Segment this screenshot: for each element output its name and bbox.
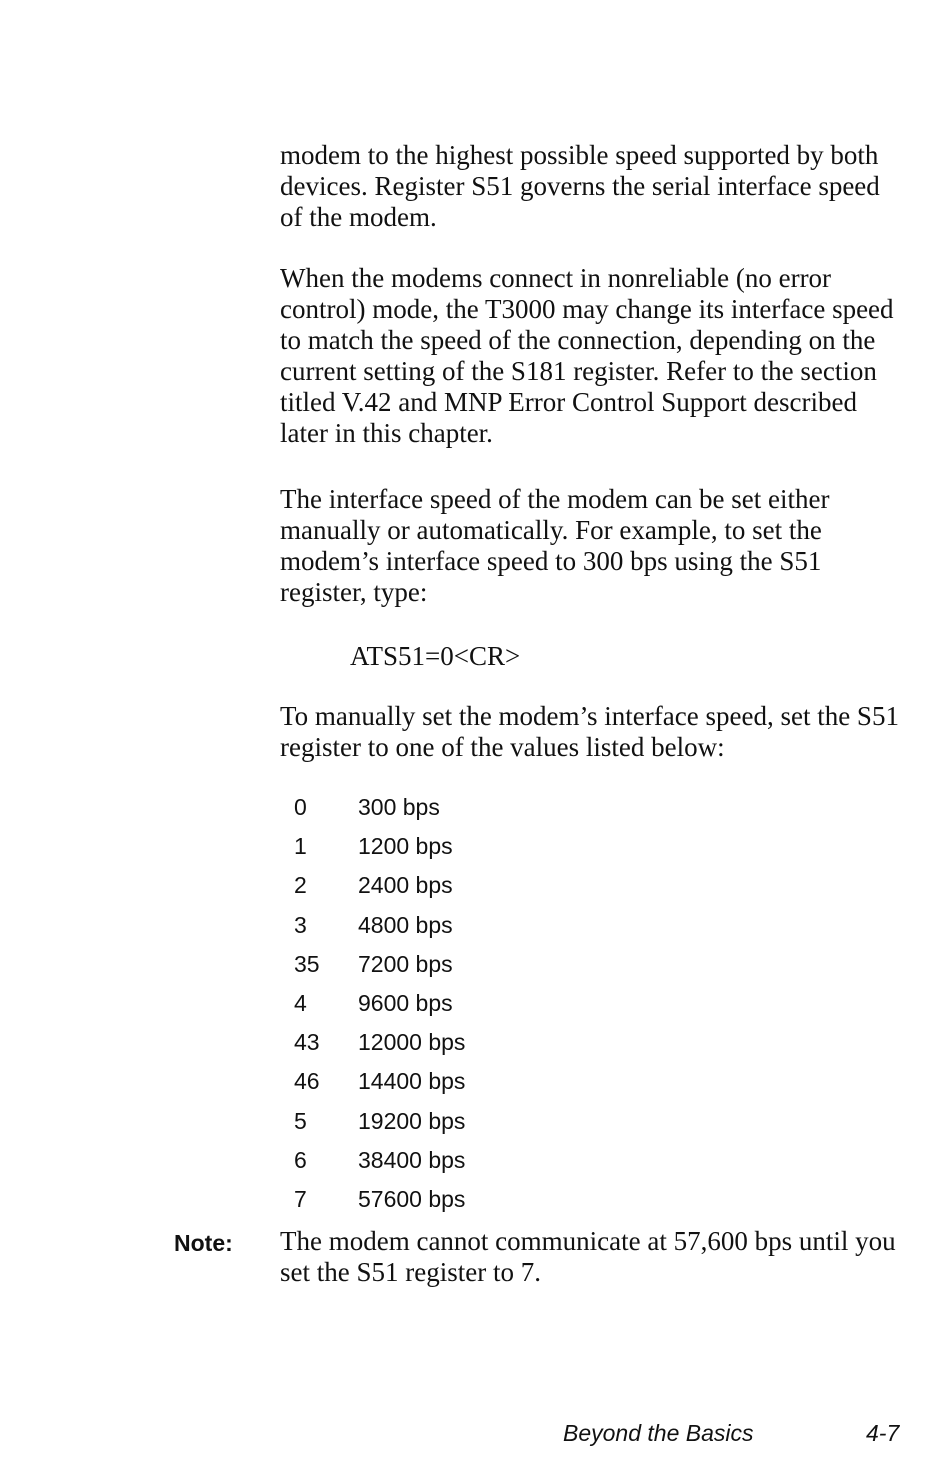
speed-value: 300 bps	[358, 794, 440, 821]
note-text: The modem cannot communicate at 57,600 bps until you set the S51 register to 7.	[280, 1226, 896, 1287]
speed-code: 7	[294, 1185, 307, 1212]
speed-value: 57600 bps	[358, 1185, 466, 1212]
speed-code: 0	[294, 794, 307, 821]
paragraph-set-speed: The interface speed of the modem can be set either manually or automatically. For example, to set the modem’s interface speed to 300 bps using the S51 register, type:	[280, 484, 830, 607]
speed-code: 2	[294, 872, 307, 899]
speed-value: 19200 bps	[358, 1107, 466, 1134]
speed-value: 7200 bps	[358, 950, 453, 977]
speed-value: 1200 bps	[358, 833, 453, 860]
speed-table	[294, 788, 465, 1219]
speed-code: 4	[294, 990, 307, 1017]
footer-title: Beyond the Basics	[563, 1420, 754, 1446]
paragraph-serial-speed: modem to the highest possible speed supported by both devices. Register S51 governs the serial interface speed of the modem.	[280, 140, 880, 232]
speed-value: 9600 bps	[358, 990, 453, 1017]
speed-table-row	[294, 788, 465, 827]
page-number: 4-7	[866, 1420, 900, 1446]
speed-value: 12000 bps	[358, 1029, 466, 1056]
speed-table-row	[294, 866, 465, 905]
speed-table-row	[294, 1102, 465, 1141]
paragraph-manual-set: To manually set the modem’s interface speed, set the S51 register to one of the values listed below:	[280, 701, 899, 762]
speed-code: 1	[294, 833, 307, 860]
speed-table-row	[294, 906, 465, 945]
speed-code: 6	[294, 1146, 307, 1173]
note-label: Note:	[174, 1230, 233, 1256]
speed-table-row	[294, 945, 465, 984]
paragraph-nonreliable-mode: When the modems connect in nonreliable (no error control) mode, the T3000 may change its interface speed to match the speed of the connection, depending on the current setting of the S181 register. Refer to the section titled V.42 and MNP Error Control Support described later in this chapter.	[280, 263, 894, 448]
speed-code: 46	[294, 1068, 320, 1095]
speed-value: 14400 bps	[358, 1068, 466, 1095]
speed-table-row	[294, 1141, 465, 1180]
speed-value: 38400 bps	[358, 1146, 466, 1173]
speed-code: 5	[294, 1107, 307, 1134]
speed-table-row	[294, 827, 465, 866]
speed-table-row	[294, 1062, 465, 1101]
speed-code: 3	[294, 911, 307, 938]
speed-table-row	[294, 1023, 465, 1062]
speed-table-row	[294, 1180, 465, 1219]
speed-value: 2400 bps	[358, 872, 453, 899]
speed-value: 4800 bps	[358, 911, 453, 938]
speed-table-row	[294, 984, 465, 1023]
command-example: ATS51=0<CR>	[350, 641, 521, 671]
speed-code: 43	[294, 1029, 320, 1056]
speed-code: 35	[294, 950, 320, 977]
